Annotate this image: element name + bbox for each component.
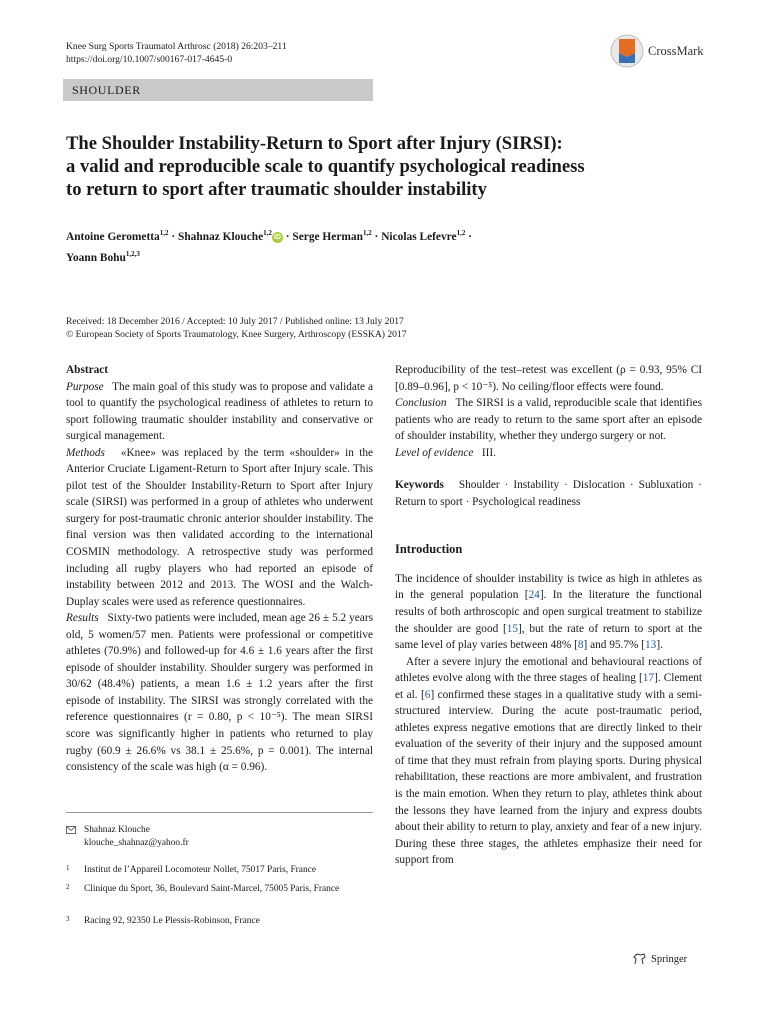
crossmark-icon — [610, 32, 644, 70]
author-name[interactable]: Shahnaz Klouche — [178, 230, 264, 243]
affiliation-2 — [66, 883, 373, 896]
crossmark-badge[interactable] — [610, 32, 704, 70]
title-line: The Shoulder Instability-Return to Sport after Injury (SIRSI): — [66, 133, 563, 154]
level-label: Level of evidence — [395, 446, 474, 459]
affiliation-text: Institut de l’Appareil Locomoteur Nollet, 75017 Paris, France — [84, 865, 316, 875]
corresponding-author — [66, 824, 373, 849]
title-line: to return to sport after traumatic shoulder instability — [66, 179, 487, 200]
author-name[interactable]: Nicolas Lefevre — [381, 230, 457, 243]
orcid-icon[interactable]: iD — [273, 233, 281, 241]
affiliation-3 — [66, 915, 373, 928]
results-continued: Reproducibility of the test–retest was excellent (ρ = 0.93, 95% CI [0.89–0.96], p < 10⁻⁵). No ceiling/floor effects were found. — [395, 364, 702, 393]
purpose-text: The main goal of this study was to propose and validate a tool to quantify the psychological readiness of athletes to return to sport following traumatic shoulder instability and conservative or surgical management. — [66, 380, 373, 443]
methods-text: «Knee» was replaced by the term «shoulder» in the Anterior Cruciate Ligament-Return to Sport after Injury scale. This pilot test of the Shoulder Instability-Return to Sport after Injury scale (SIRSI) was performed in a group of athletes who underwent surgery for post-traumatic chronic anterior shoulder instability. The final version was then validated according to the international COSMIN methodology. A retrospective study was performed including all rugby players who had reported an episode of instability between 2012 and 2013. The WOSI and the Walch-Duplay scales were used as reference questionnaires. — [66, 446, 373, 608]
affiliation-marker: 1,2 — [263, 229, 272, 237]
author-list: Antoine Gerometta$^{1,2}$ · Shahnaz Klouche$^{1,2}$iD · Serge Herman$^{1,2}$ · Nicolas Lefevre$^{1,2}$ · Yoann Bohu$^{1,2,3}$ — [66, 229, 472, 264]
keywords-text: Shoulder · Instability · Dislocation · Subluxation · Return to sport · Psychological readiness — [395, 479, 702, 508]
affiliation-marker: 1,2,3 — [125, 249, 140, 258]
doi-link[interactable]: https://doi.org/10.1007/s00167-017-4645-0 — [66, 54, 233, 65]
affiliation-1 — [66, 864, 373, 877]
affiliation-number: 3 — [66, 915, 70, 923]
right-column — [395, 362, 702, 869]
abstract-purpose — [66, 379, 373, 445]
springer-horse-icon — [633, 953, 646, 965]
abstract-conclusion — [395, 395, 702, 445]
conclusion-text: The SIRSI is a valid, reproducible scale that identifies patients who are ready to return to the same sport after an episode of shoulder instability, whether they undergo surgery or not. — [395, 397, 702, 443]
abstract-heading: Abstract — [66, 364, 109, 376]
purpose-label: Purpose — [66, 380, 104, 393]
affiliation-text: Clinique du Sport, 36, Boulevard Saint-Marcel, 75005 Paris, France — [84, 884, 340, 894]
citation-link[interactable]: 6 — [424, 688, 431, 701]
citation-link[interactable]: 8 — [577, 639, 584, 652]
intro-paragraph-1: The incidence of shoulder instability is twice as high in athletes as in the general population [24]. In the literature the functional results of both arthroscopic and open surgical treatment to stabilize the shoulder are good [15], but the rate of return to sport at the same level of play varies between 48% [8] and 95.7% [13]. — [395, 572, 703, 652]
publication-history — [66, 315, 706, 341]
copyright-line: © European Society of Sports Traumatology, Knee Surgery, Arthroscopy (ESSKA) 2017 — [66, 329, 407, 340]
affiliation-marker: 1,2 — [362, 229, 372, 237]
conclusion-label: Conclusion — [395, 397, 447, 410]
corresponding-email[interactable]: klouche_shahnaz@yahoo.fr — [84, 837, 189, 848]
affiliation-number: 2 — [66, 883, 70, 891]
results-label: Results — [66, 612, 99, 625]
journal-header — [66, 40, 287, 66]
title-line: a valid and reproducible scale to quantify psychological readiness — [66, 156, 585, 177]
author-name[interactable]: Serge Herman — [292, 230, 363, 243]
keywords — [395, 477, 702, 510]
keywords-label: Keywords — [395, 479, 444, 492]
author-name[interactable]: Antoine Gerometta — [66, 230, 160, 243]
article-title — [66, 132, 706, 201]
abstract-results — [66, 610, 373, 775]
envelope-icon — [66, 826, 76, 834]
intro-paragraph-2: After a severe injury the emotional and behavioural reactions of athletes evolve along with the three stages of healing [17]. Clement et al. [6] confirmed these stages in a qualitative study with a semi-structured interview. During the acute post-traumatic period, athletes express negative emotions that are directly linked to their evaluation of the severity of their injury and the supposed amount of time that they must refrain from playing sports. During physical rehabilitation, these reactions are more ambivalent, and frustration is the main emotion. When they return to play, athletes think about the lessons they have learned from the injury and express doubts about their ability to return to play, anxiety and fear of a new injury. During these three stages, the athletes emphasize their need for support from — [395, 655, 703, 867]
citation-link[interactable]: 15 — [506, 622, 519, 635]
affiliation-text: Racing 92, 92350 Le Plessis-Robinson, France — [84, 916, 260, 926]
section-label: SHOULDER — [72, 83, 141, 97]
publisher-logo — [633, 953, 687, 965]
journal-citation: Knee Surg Sports Traumatol Arthrosc (2018) 26:203–211 — [66, 41, 287, 52]
affiliation-marker: 1,2 — [456, 229, 466, 237]
introduction-heading: Introduction — [395, 542, 463, 557]
citation-link[interactable]: 17 — [642, 672, 655, 685]
level-text: III. — [481, 446, 497, 459]
methods-label: Methods — [66, 446, 105, 459]
section-banner — [63, 79, 373, 101]
footnote-divider — [66, 812, 373, 813]
citation-link[interactable]: 24 — [528, 589, 540, 602]
affiliation-number: 1 — [66, 864, 70, 872]
citation-link[interactable]: 13 — [645, 639, 657, 652]
abstract-column — [66, 362, 373, 776]
corresponding-name: Shahnaz Klouche — [84, 825, 150, 835]
results-text: Sixty-two patients were included, mean age 26 ± 5.2 years old, 5 women/57 men. Patients were professional or competitive athletes (70.9%) and followed-up for 4.6 ± 1.6 years after the first episode of shoulder instability. Shoulder surgery was performed in 30/62 (48.4%) patients, a mean 1.6 ± 1.2 years after the first episode of instability. The SIRSI was strongly correlated with the reference questionnaires (r = 0.80, p < 10⁻⁵). The mean SIRSI score was significantly higher in patients who returned to play rugby (60.9 ± 26.6% vs 38.1 ± 25.6%, p = 0.001). The internal consistency of the scale was high (α = 0.96). — [66, 612, 373, 774]
abstract-methods — [66, 445, 373, 610]
publisher-name: Springer — [651, 953, 688, 965]
crossmark-label: CrossMark — [648, 43, 704, 58]
received-dates: Received: 18 December 2016 / Accepted: 10 July 2017 / Published online: 13 July 2017 — [66, 316, 404, 327]
abstract-level — [395, 445, 702, 462]
affiliation-marker: 1,2 — [159, 229, 169, 237]
author-name[interactable]: Yoann Bohu — [66, 251, 126, 264]
